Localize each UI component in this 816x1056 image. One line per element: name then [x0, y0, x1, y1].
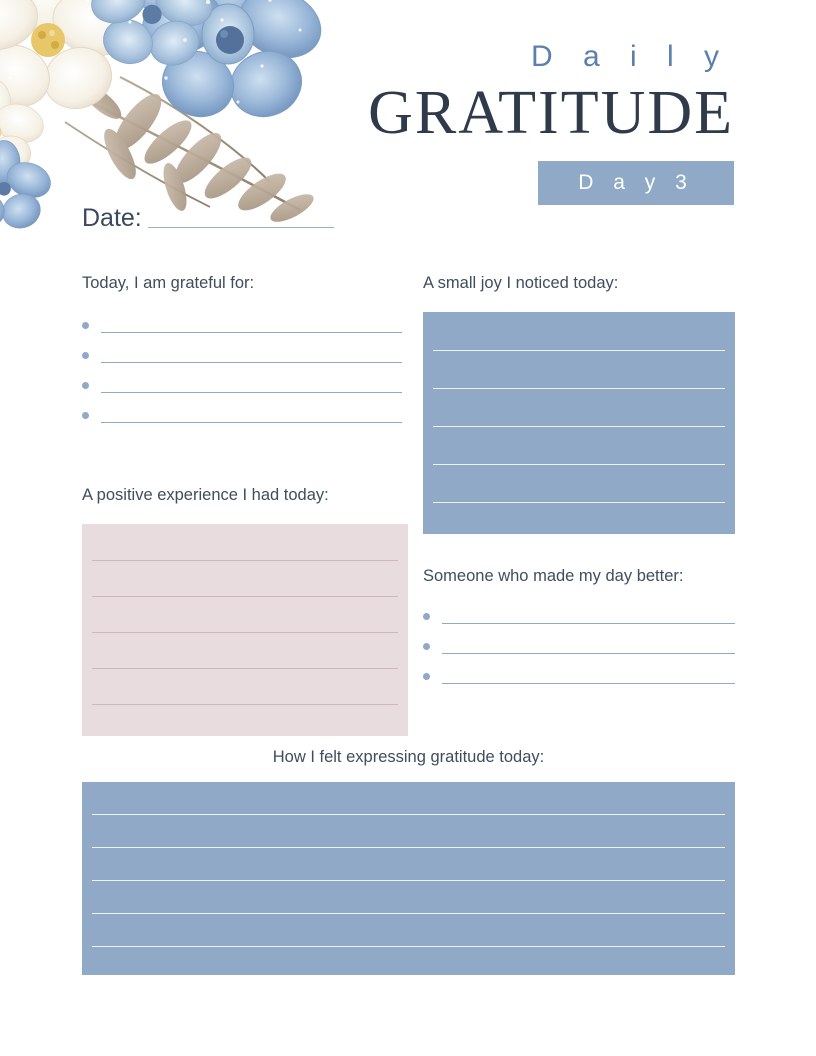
- rule-line: [433, 350, 725, 351]
- someone-input-1[interactable]: [442, 607, 735, 624]
- bullet-icon: [423, 643, 430, 650]
- rule-line: [92, 560, 398, 561]
- list-item[interactable]: [423, 667, 735, 684]
- grateful-input-1[interactable]: [101, 316, 402, 333]
- date-input[interactable]: [148, 207, 334, 228]
- bullet-icon: [423, 613, 430, 620]
- rule-line: [92, 596, 398, 597]
- list-item[interactable]: [82, 406, 402, 423]
- someone-section: [423, 565, 735, 697]
- rule-line: [92, 847, 725, 848]
- rule-line: [92, 704, 398, 705]
- grateful-section: [82, 272, 402, 436]
- list-item[interactable]: [82, 346, 402, 363]
- how-i-felt-section: [82, 746, 735, 975]
- someone-label: Someone who made my day better:: [423, 567, 684, 585]
- bullet-icon: [82, 322, 89, 329]
- list-item[interactable]: [423, 607, 735, 624]
- rule-line: [92, 880, 725, 881]
- someone-list: [423, 607, 735, 684]
- someone-input-3[interactable]: [442, 667, 735, 684]
- rule-line: [433, 426, 725, 427]
- list-item[interactable]: [423, 637, 735, 654]
- list-item[interactable]: [82, 316, 402, 333]
- grateful-input-2[interactable]: [101, 346, 402, 363]
- day-badge: D a y 3: [538, 161, 734, 205]
- positive-experience-textarea[interactable]: [82, 524, 408, 736]
- grateful-input-3[interactable]: [101, 376, 402, 393]
- how-i-felt-textarea[interactable]: [82, 782, 735, 975]
- bullet-icon: [82, 412, 89, 419]
- grateful-list: [82, 316, 402, 423]
- header-daily: D a i l y: [530, 40, 730, 73]
- rule-line: [92, 946, 725, 947]
- bullet-icon: [82, 352, 89, 359]
- rule-line: [92, 814, 725, 815]
- grateful-input-4[interactable]: [101, 406, 402, 423]
- page-title: GRATITUDE: [368, 79, 734, 147]
- date-row: [82, 206, 334, 231]
- bullet-icon: [423, 673, 430, 680]
- positive-experience-label: A positive experience I had today:: [82, 486, 329, 504]
- rule-line: [92, 913, 725, 914]
- rule-line: [92, 632, 398, 633]
- someone-input-2[interactable]: [442, 637, 735, 654]
- rule-line: [433, 502, 725, 503]
- how-i-felt-label: How I felt expressing gratitude today:: [272, 748, 545, 766]
- page-header: [314, 42, 734, 205]
- small-joy-textarea[interactable]: [423, 312, 735, 534]
- rule-line: [433, 464, 725, 465]
- rule-line: [92, 668, 398, 669]
- positive-experience-section: [82, 484, 408, 736]
- rule-line: [433, 388, 725, 389]
- grateful-label: Today, I am grateful for:: [82, 274, 255, 292]
- small-joy-label: A small joy I noticed today:: [423, 274, 619, 292]
- date-label: Date:: [82, 204, 142, 232]
- small-joy-section: [423, 272, 735, 534]
- list-item[interactable]: [82, 376, 402, 393]
- bullet-icon: [82, 382, 89, 389]
